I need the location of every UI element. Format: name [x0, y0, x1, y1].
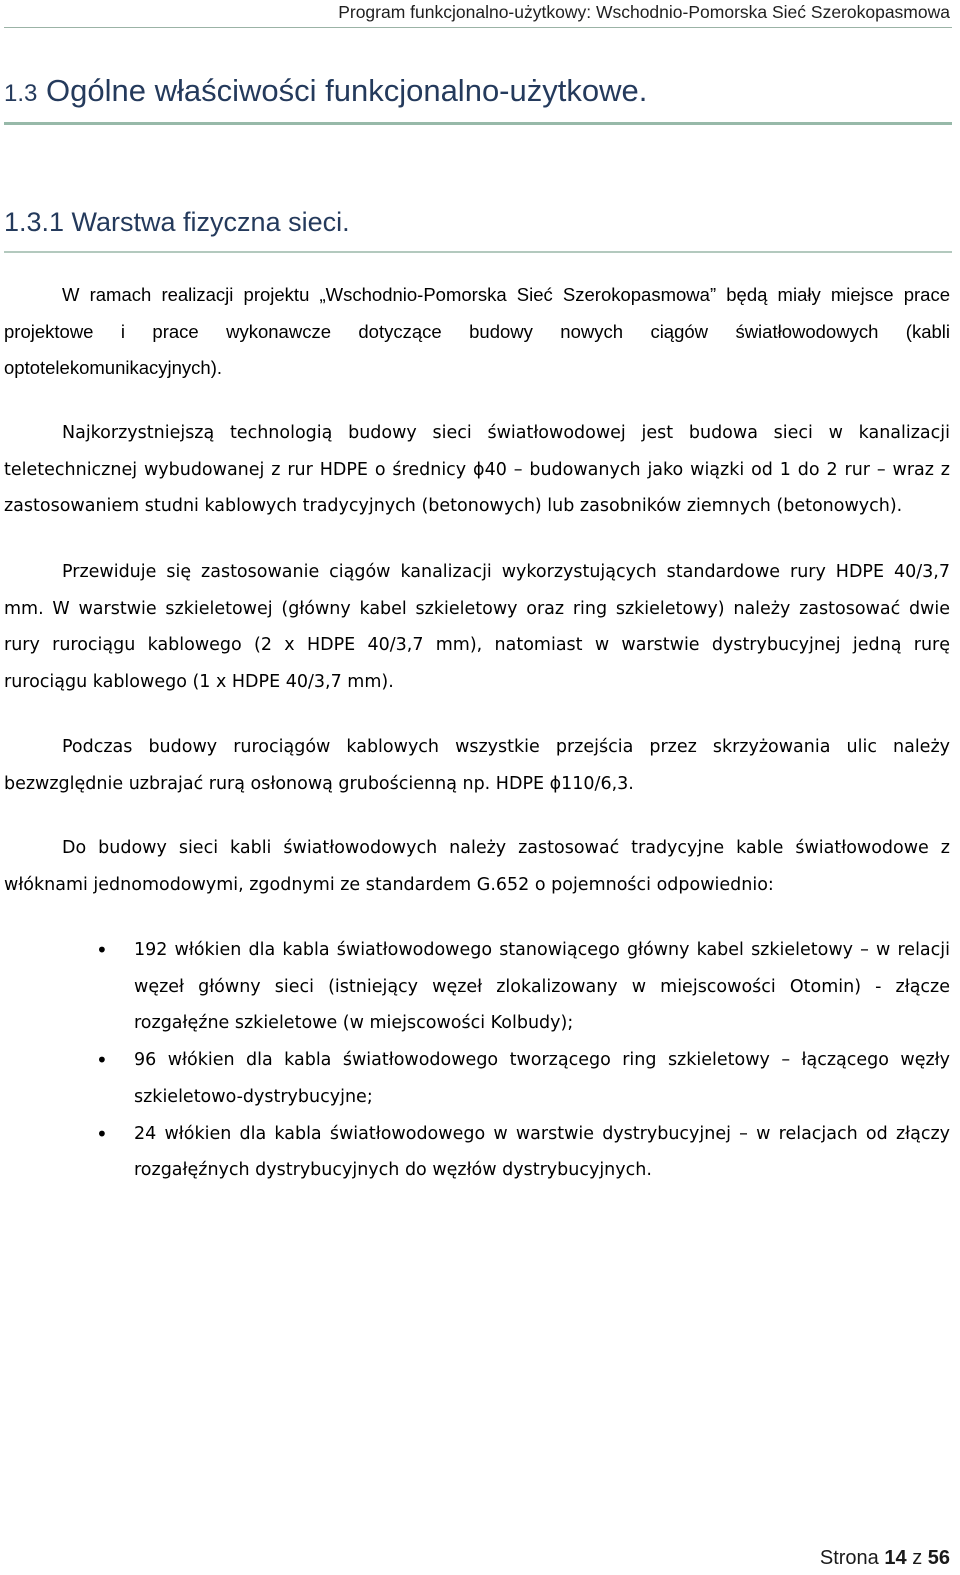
list-item-text: 24 włókien dla kabla światłowodowego w warstwie dystrybucyjnej – w relacjach od złączy rozgałęźnych dystrybucyjnych do węzłów dystrybucyjnych. [134, 1123, 950, 1181]
paragraph-pipes: Przewiduje się zastosowanie ciągów kanalizacji wykorzystujących standardowe rury HDPE 40/3,7 mm. W warstwie szkieletowej (główny kabel szkieletowy oraz ring szkieletowy) należy zastosować dwie rury rurociągu kablowego (2 x HDPE 40/3,7 mm), natomiast w warstwie dystrybucyjnej jedną rurę rurociągu kablowego (1 x HDPE 40/3,7 mm). [4, 562, 950, 693]
paragraph-intro: W ramach realizacji projektu „Wschodnio-Pomorska Sieć Szerokopasmowa” będą miały miejsce prace projektowe i prace wykonawcze dotyczące budowy nowych ciągów światłowodowych (kabli optotelekomunikacyjnych). [4, 284, 950, 379]
total-pages: 56 [927, 1547, 950, 1569]
current-page: 14 [884, 1547, 907, 1569]
header-divider [4, 27, 952, 28]
paragraph-crossings: Podczas budowy rurociągów kablowych wszystkie przejścia przez skrzyżowania ulic należy bezwzględnie uzbrajać rurą osłonową grubościenną np. HDPE ϕ110/6,3. [4, 737, 950, 794]
page-number [820, 1545, 950, 1571]
paragraph-technology: Najkorzystniejszą technologią budowy sieci światłowodowej jest budowa sieci w kanalizacji teletechnicznej wybudowanej z rur HDPE o średnicy ϕ40 – budowanych jako wiązki od 1 do 2 rur – wraz z zastosowaniem studni kablowych tradycyjnych (betonowych) lub zasobników ziemnych (betonowych). [4, 423, 950, 517]
section-heading-rule [4, 122, 952, 125]
bullet-icon: • [96, 938, 108, 962]
fiber-capacity-list [4, 932, 950, 1189]
list-item [4, 1116, 950, 1189]
page-of-label: z [912, 1547, 923, 1569]
page-label: Strona [819, 1547, 879, 1569]
list-item-text: 96 włókien dla kabla światłowodowego tworzącego ring szkieletowy – łączącego węzły szkieletowo-dystrybucyjne; [134, 1050, 950, 1107]
section-title: Ogólne właściwości funkcjonalno-użytkowe. [46, 73, 648, 108]
bullet-icon: • [96, 1121, 108, 1146]
paragraph-cables: Do budowy sieci kabli światłowodowych należy zastosować tradycyjne kable światłowodowe z włóknami jednomodowymi, zgodnymi ze standardem G.652 o pojemności odpowiednio: [4, 838, 950, 895]
running-header: Program funkcjonalno-użytkowy: Wschodnio-Pomorska Sieć Szerokopasmowa [338, 2, 950, 22]
list-item-text: 192 włókien dla kabla światłowodowego stanowiącego główny kabel szkieletowy – w relacji węzeł główny sieci (istniejący węzeł zlokalizowany w miejscowości Otomin) - złącze rozgałęźne szkieletowe (w miejscowości Kolbudy); [134, 940, 950, 1034]
subsection-heading: 1.3.1 Warstwa fizyczna sieci. [4, 207, 350, 237]
list-item [4, 932, 950, 1042]
list-item [4, 1042, 950, 1115]
bullet-icon: • [96, 1048, 108, 1073]
section-number: 1.3 [4, 80, 38, 107]
subsection-heading-rule [4, 251, 952, 253]
section-heading [4, 70, 952, 115]
